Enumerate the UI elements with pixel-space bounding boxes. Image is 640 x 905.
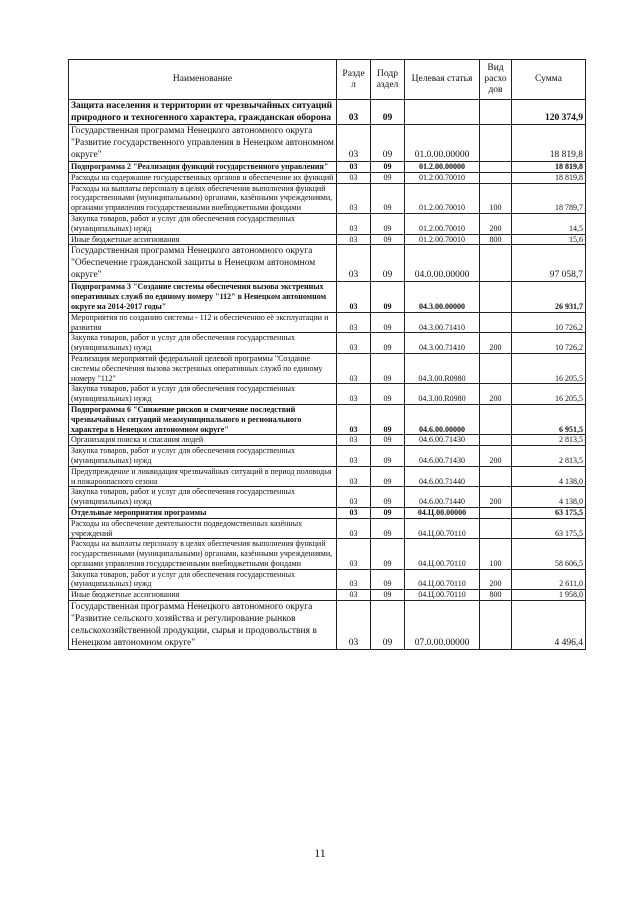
table-row (69, 507, 586, 518)
cell-target: 01.2.00.70010 (405, 183, 480, 213)
cell-razdel: 03 (337, 569, 371, 590)
table-row (69, 569, 586, 590)
cell-name: Подпрограмма 6 "Снижение рисков и смягчение последствий чрезвычайных ситуаций межмуниципального и регионального характера в Ненецком автономном округе" (69, 404, 337, 434)
cell-target: 04.Ц.00.70110 (405, 569, 480, 590)
cell-sum: 14,5 (512, 213, 586, 234)
cell-target: 04.Ц.00.70110 (405, 518, 480, 539)
table-row (69, 172, 586, 183)
cell-name: Государственная программа Ненецкого автономного округа "Развитие государственного управления в Ненецком автономном округе" (69, 125, 337, 162)
cell-target: 04.3.00.71410 (405, 333, 480, 354)
table-row (69, 162, 586, 173)
cell-name: Закупка товаров, работ и услуг для обеспечения государственных (муниципальных) нужд (69, 569, 337, 590)
cell-vid: 800 (480, 590, 512, 601)
cell-target: 04.Ц.00.00000 (405, 507, 480, 518)
cell-target: 04.3.00.R0980 (405, 353, 480, 383)
cell-target: 04.6.00.71430 (405, 435, 480, 446)
cell-razdel: 03 (337, 590, 371, 601)
cell-sum: 4 496,4 (512, 601, 586, 650)
cell-razdel: 03 (337, 162, 371, 173)
cell-target: 01.2.00.00000 (405, 162, 480, 173)
cell-name: Иные бюджетные ассигнования (69, 590, 337, 601)
cell-razdel: 03 (337, 183, 371, 213)
cell-target: 04.6.00.71440 (405, 466, 480, 487)
cell-vid: 800 (480, 234, 512, 245)
cell-vid (480, 353, 512, 383)
cell-podrazdel: 09 (371, 590, 405, 601)
cell-vid: 200 (480, 487, 512, 508)
cell-vid (480, 507, 512, 518)
cell-name: Государственная программа Ненецкого автономного округа "Обеспечение гражданской защиты в Ненецком автономном округе" (69, 245, 337, 282)
cell-vid: 200 (480, 384, 512, 405)
cell-vid (480, 404, 512, 434)
table-row (69, 100, 586, 125)
table-body (69, 100, 586, 650)
cell-vid (480, 100, 512, 125)
cell-podrazdel: 09 (371, 507, 405, 518)
cell-razdel: 03 (337, 172, 371, 183)
cell-razdel: 03 (337, 404, 371, 434)
table-row (69, 601, 586, 650)
cell-target: 01.2.00.70010 (405, 172, 480, 183)
cell-podrazdel: 09 (371, 312, 405, 333)
table-row (69, 446, 586, 467)
cell-razdel: 03 (337, 446, 371, 467)
cell-podrazdel: 09 (371, 435, 405, 446)
cell-name: Мероприятия по созданию системы - 112 и обеспечению её эксплуатации и развития (69, 312, 337, 333)
cell-target: 04.3.00.R0980 (405, 384, 480, 405)
cell-sum: 58 606,5 (512, 539, 586, 569)
cell-name: Отдельные мероприятия программы (69, 507, 337, 518)
cell-name: Реализация мероприятий федеральной целевой программы "Создание системы обеспечения вызова экстренных оперативных служб по единому номеру "112" (69, 353, 337, 383)
cell-podrazdel: 09 (371, 282, 405, 312)
cell-vid (480, 245, 512, 282)
cell-name: Закупка товаров, работ и услуг для обеспечения государственных (муниципальных) нужд (69, 384, 337, 405)
cell-sum: 10 726,2 (512, 333, 586, 354)
cell-razdel: 03 (337, 353, 371, 383)
cell-razdel: 03 (337, 466, 371, 487)
cell-sum: 26 931,7 (512, 282, 586, 312)
cell-sum: 16 205,5 (512, 384, 586, 405)
budget-table (68, 59, 586, 650)
cell-razdel: 03 (337, 487, 371, 508)
cell-vid (480, 162, 512, 173)
cell-vid: 200 (480, 569, 512, 590)
cell-podrazdel: 09 (371, 539, 405, 569)
cell-razdel: 03 (337, 234, 371, 245)
table-row (69, 245, 586, 282)
cell-podrazdel: 09 (371, 245, 405, 282)
table-row (69, 234, 586, 245)
header-name: Наименование (69, 60, 337, 100)
cell-vid: 200 (480, 446, 512, 467)
cell-vid: 200 (480, 213, 512, 234)
cell-target: 04.6.00.00000 (405, 404, 480, 434)
cell-razdel: 03 (337, 282, 371, 312)
cell-podrazdel: 09 (371, 601, 405, 650)
cell-podrazdel: 09 (371, 213, 405, 234)
cell-vid (480, 466, 512, 487)
page-number: 11 (314, 846, 326, 860)
cell-vid (480, 435, 512, 446)
cell-sum: 15,6 (512, 234, 586, 245)
cell-target: 01.2.00.70010 (405, 234, 480, 245)
cell-vid: 200 (480, 333, 512, 354)
header-podrazdel: Подр аздел (371, 60, 405, 100)
header-sum: Сумма (512, 60, 586, 100)
cell-vid (480, 312, 512, 333)
cell-razdel: 03 (337, 601, 371, 650)
cell-sum: 10 726,2 (512, 312, 586, 333)
cell-name: Закупка товаров, работ и услуг для обеспечения государственных (муниципальных) нужд (69, 333, 337, 354)
cell-name: Иные бюджетные ассигнования (69, 234, 337, 245)
cell-target: 04.3.00.00000 (405, 282, 480, 312)
cell-sum: 4 138,0 (512, 466, 586, 487)
cell-sum: 18 819,8 (512, 125, 586, 162)
cell-vid (480, 172, 512, 183)
cell-name: Защита населения и территории от чрезвычайных ситуаций природного и техногенного характера, гражданская оборона (69, 100, 337, 125)
cell-razdel: 03 (337, 518, 371, 539)
cell-name: Подпрограмма 3 "Создание системы обеспечения вызова экстренных оперативных служб по единому номеру "112" в Ненецком автономном округе на 2014-2017 годы" (69, 282, 337, 312)
cell-target: 04.0.00.00000 (405, 245, 480, 282)
cell-razdel: 03 (337, 245, 371, 282)
header-vid: Вид расхо дов (480, 60, 512, 100)
cell-vid (480, 282, 512, 312)
cell-razdel: 03 (337, 507, 371, 518)
cell-sum: 2 813,5 (512, 435, 586, 446)
table-row (69, 404, 586, 434)
table-row (69, 466, 586, 487)
table-header-row (69, 60, 586, 100)
cell-sum: 2 813,5 (512, 446, 586, 467)
table-row (69, 590, 586, 601)
cell-vid (480, 125, 512, 162)
cell-podrazdel: 09 (371, 172, 405, 183)
cell-razdel: 03 (337, 539, 371, 569)
cell-podrazdel: 09 (371, 100, 405, 125)
cell-name: Расходы на выплаты персоналу в целях обеспечения выполнения функций государственными (муниципальными) органами, казёнными учреждениями, органами управления государственными внебюджетными фондами (69, 183, 337, 213)
cell-name: Расходы на выплаты персоналу в целях обеспечения выполнения функций государственными (муниципальными) органами, казёнными учреждениями, органами управления государственными внебюджетными фондами (69, 539, 337, 569)
cell-name: Государственная программа Ненецкого автономного округа "Развитие сельского хозяйства и регулирование рынков сельскохозяйственной продукции, сырья и продовольствия в Ненецком автономном округе" (69, 601, 337, 650)
cell-sum: 18 819,8 (512, 162, 586, 173)
cell-razdel: 03 (337, 435, 371, 446)
cell-podrazdel: 09 (371, 446, 405, 467)
cell-razdel: 03 (337, 384, 371, 405)
cell-name: Закупка товаров, работ и услуг для обеспечения государственных (муниципальных) нужд (69, 446, 337, 467)
table-row (69, 125, 586, 162)
cell-target: 04.6.00.71440 (405, 487, 480, 508)
cell-podrazdel: 09 (371, 569, 405, 590)
cell-podrazdel: 09 (371, 384, 405, 405)
cell-name: Закупка товаров, работ и услуг для обеспечения государственных (муниципальных) нужд (69, 213, 337, 234)
table-row (69, 312, 586, 333)
header-target: Целевая статья (405, 60, 480, 100)
header-razdel: Разде л (337, 60, 371, 100)
cell-sum: 2 611,0 (512, 569, 586, 590)
cell-podrazdel: 09 (371, 234, 405, 245)
cell-vid (480, 518, 512, 539)
cell-target: 01.0.00.00000 (405, 125, 480, 162)
cell-target: 04.Ц.00.70110 (405, 590, 480, 601)
cell-sum: 120 374,9 (512, 100, 586, 125)
cell-sum: 18 819,8 (512, 172, 586, 183)
cell-sum: 16 205,5 (512, 353, 586, 383)
cell-podrazdel: 09 (371, 466, 405, 487)
table-row (69, 487, 586, 508)
cell-name: Расходы на содержание государственных органов и обеспечение их функций (69, 172, 337, 183)
table-row (69, 333, 586, 354)
cell-razdel: 03 (337, 333, 371, 354)
cell-podrazdel: 09 (371, 183, 405, 213)
cell-vid: 100 (480, 539, 512, 569)
cell-razdel: 03 (337, 125, 371, 162)
table-row (69, 518, 586, 539)
cell-sum: 63 175,5 (512, 507, 586, 518)
cell-name: Организация поиска и спасания людей (69, 435, 337, 446)
cell-sum: 1 958,0 (512, 590, 586, 601)
cell-podrazdel: 09 (371, 333, 405, 354)
cell-sum: 97 058,7 (512, 245, 586, 282)
cell-sum: 4 138,0 (512, 487, 586, 508)
cell-target: 04.Ц.00.70110 (405, 539, 480, 569)
cell-vid (480, 601, 512, 650)
cell-target: 04.3.00.71410 (405, 312, 480, 333)
cell-target (405, 100, 480, 125)
cell-sum: 18 789,7 (512, 183, 586, 213)
cell-podrazdel: 09 (371, 518, 405, 539)
cell-podrazdel: 09 (371, 487, 405, 508)
cell-sum: 6 951,5 (512, 404, 586, 434)
cell-podrazdel: 09 (371, 353, 405, 383)
table-row (69, 539, 586, 569)
cell-razdel: 03 (337, 100, 371, 125)
cell-podrazdel: 09 (371, 404, 405, 434)
cell-name: Предупреждение и ликвидация чрезвычайных ситуаций в период половодья и пожароопасного сезона (69, 466, 337, 487)
cell-name: Расходы на обеспечение деятельности подведомственных казённых учреждений (69, 518, 337, 539)
cell-razdel: 03 (337, 312, 371, 333)
cell-name: Подпрограмма 2 "Реализация функций государственного управления" (69, 162, 337, 173)
cell-target: 04.6.00.71430 (405, 446, 480, 467)
table-row (69, 282, 586, 312)
cell-sum: 63 175,5 (512, 518, 586, 539)
table-row (69, 353, 586, 383)
cell-podrazdel: 09 (371, 162, 405, 173)
cell-target: 01.2.00.70010 (405, 213, 480, 234)
cell-razdel: 03 (337, 213, 371, 234)
cell-vid: 100 (480, 183, 512, 213)
cell-name: Закупка товаров, работ и услуг для обеспечения государственных (муниципальных) нужд (69, 487, 337, 508)
table-row (69, 435, 586, 446)
table-row (69, 183, 586, 213)
table-row (69, 384, 586, 405)
table-row (69, 213, 586, 234)
cell-podrazdel: 09 (371, 125, 405, 162)
cell-target: 07.0.00.00000 (405, 601, 480, 650)
